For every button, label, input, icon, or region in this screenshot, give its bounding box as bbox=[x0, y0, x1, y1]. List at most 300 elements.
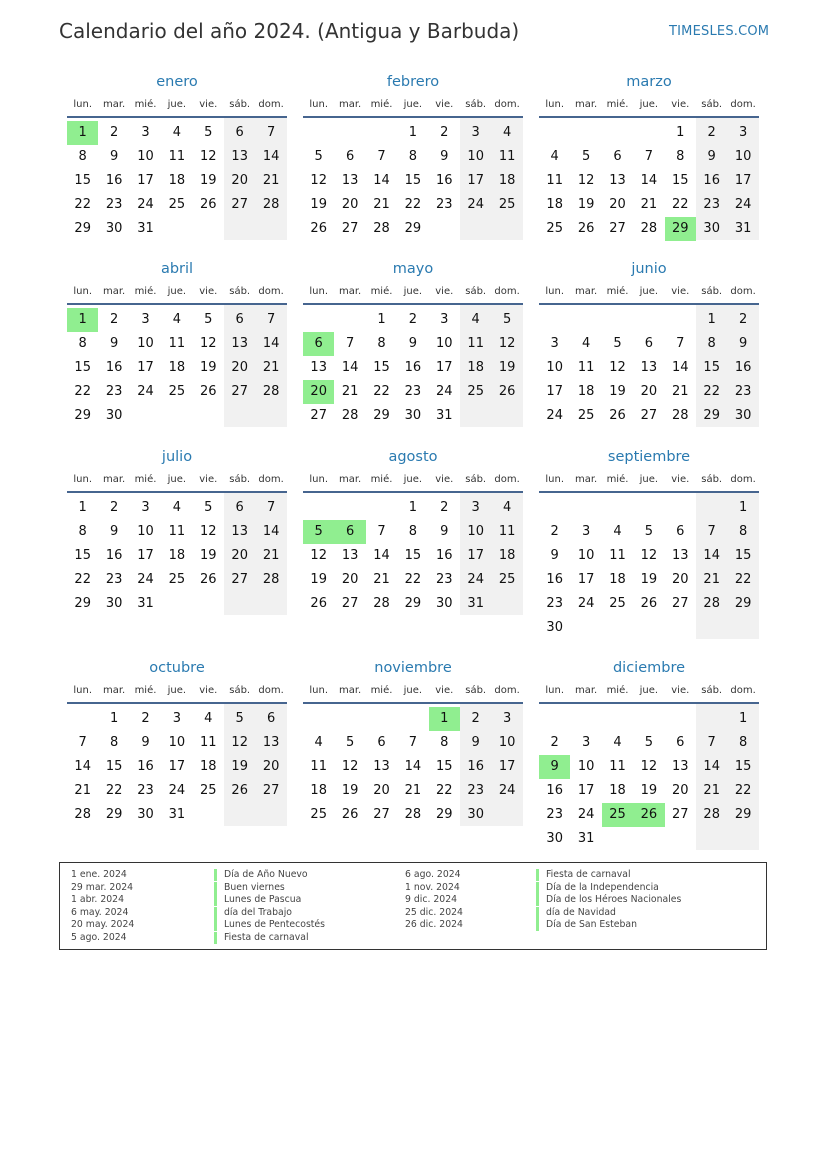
day-cell: 19 bbox=[640, 783, 658, 798]
day-cell: 2 bbox=[471, 711, 480, 726]
weekday-header: sáb. bbox=[701, 685, 723, 696]
day-cell: 19 bbox=[200, 360, 217, 375]
day-cell: 24 bbox=[137, 384, 154, 399]
day-cell: 25 bbox=[498, 197, 516, 212]
weekday-header: vie. bbox=[435, 474, 454, 485]
day-cell: 22 bbox=[74, 384, 91, 399]
weekday-header: jue. bbox=[167, 474, 187, 485]
legend-holiday-name: Día de San Esteban bbox=[536, 919, 637, 931]
day-cell: 21 bbox=[262, 360, 280, 375]
day-cell: 2 bbox=[109, 125, 119, 140]
weekday-header: lun. bbox=[545, 474, 565, 485]
weekday-header: mar. bbox=[102, 474, 126, 485]
day-cell: 5 bbox=[644, 524, 654, 539]
day-cell: 29 bbox=[74, 221, 91, 236]
day-cell: 9 bbox=[471, 735, 480, 750]
day-cell: 7 bbox=[377, 524, 386, 539]
weekday-header: vie. bbox=[199, 99, 218, 110]
day-cell: 9 bbox=[408, 336, 418, 351]
day-cell: 10 bbox=[577, 548, 595, 563]
day-cell: 30 bbox=[734, 408, 752, 423]
weekday-header: mar. bbox=[338, 685, 362, 696]
day-cell: 12 bbox=[609, 360, 626, 375]
day-cell: 8 bbox=[78, 149, 87, 164]
day-cell: 24 bbox=[467, 197, 484, 212]
day-cell: 25 bbox=[168, 384, 186, 399]
day-cell: 13 bbox=[341, 173, 359, 188]
holiday-day: 6 bbox=[303, 332, 334, 356]
weekday-header: vie. bbox=[199, 474, 218, 485]
day-cell: 9 bbox=[440, 524, 449, 539]
weekday-header: sáb. bbox=[465, 286, 487, 297]
day-cell: 28 bbox=[703, 596, 720, 611]
holiday-legend bbox=[59, 862, 767, 950]
day-cell: 27 bbox=[231, 572, 248, 587]
day-cell: 20 bbox=[609, 197, 626, 212]
day-cell: 14 bbox=[373, 173, 390, 188]
weekday-header: lun. bbox=[309, 685, 329, 696]
weekday-header: jue. bbox=[167, 99, 187, 110]
day-cell: 8 bbox=[78, 524, 87, 539]
weekday-header: sáb. bbox=[701, 286, 723, 297]
day-cell: 25 bbox=[200, 783, 217, 798]
holiday-day: 29 bbox=[665, 217, 696, 241]
day-cell: 17 bbox=[467, 548, 484, 563]
day-cell: 3 bbox=[471, 500, 480, 515]
day-cell: 15 bbox=[436, 759, 453, 774]
day-cell: 17 bbox=[498, 759, 516, 774]
day-cell: 5 bbox=[345, 735, 355, 750]
day-cell: 3 bbox=[581, 735, 591, 750]
day-cell: 19 bbox=[231, 759, 248, 774]
day-cell: 20 bbox=[672, 783, 689, 798]
day-cell: 19 bbox=[200, 548, 217, 563]
day-cell: 11 bbox=[168, 336, 186, 351]
day-cell: 4 bbox=[581, 336, 591, 351]
holiday-day: 1 bbox=[429, 707, 460, 731]
day-cell: 7 bbox=[707, 735, 716, 750]
day-cell: 27 bbox=[231, 384, 248, 399]
day-cell: 7 bbox=[644, 149, 654, 164]
day-cell: 2 bbox=[707, 125, 716, 140]
day-cell: 3 bbox=[550, 336, 559, 351]
day-cell: 18 bbox=[168, 360, 186, 375]
day-cell: 22 bbox=[734, 783, 752, 798]
day-cell: 6 bbox=[377, 735, 386, 750]
day-cell: 30 bbox=[137, 807, 154, 822]
legend-date: 29 mar. 2024 bbox=[71, 881, 134, 893]
day-cell: 13 bbox=[262, 735, 280, 750]
day-cell: 2 bbox=[440, 125, 449, 140]
day-cell: 5 bbox=[235, 711, 244, 726]
day-cell: 16 bbox=[105, 173, 123, 188]
day-cell: 15 bbox=[373, 360, 390, 375]
month-name: septiembre bbox=[607, 449, 691, 465]
legend-date: 9 dic. 2024 bbox=[405, 894, 458, 905]
day-cell: 29 bbox=[74, 408, 91, 423]
month-name: febrero bbox=[386, 74, 440, 90]
weekday-header: jue. bbox=[639, 99, 659, 110]
day-cell: 27 bbox=[341, 221, 359, 236]
day-cell: 30 bbox=[404, 408, 422, 423]
day-cell: 14 bbox=[640, 173, 658, 188]
day-cell: 27 bbox=[341, 596, 359, 611]
day-cell: 31 bbox=[734, 221, 752, 236]
day-cell: 31 bbox=[137, 596, 154, 611]
day-cell: 12 bbox=[640, 759, 658, 774]
day-cell: 24 bbox=[577, 807, 595, 822]
day-cell: 29 bbox=[404, 221, 422, 236]
day-cell: 21 bbox=[404, 783, 422, 798]
day-cell: 3 bbox=[141, 500, 150, 515]
day-cell: 28 bbox=[262, 197, 280, 212]
day-cell: 24 bbox=[498, 783, 516, 798]
day-cell: 18 bbox=[609, 783, 626, 798]
day-cell: 26 bbox=[609, 408, 626, 423]
day-cell: 26 bbox=[310, 221, 327, 236]
month-name: enero bbox=[156, 74, 198, 90]
day-cell: 16 bbox=[546, 572, 563, 587]
day-cell: 28 bbox=[74, 807, 91, 822]
day-cell: 17 bbox=[546, 384, 563, 399]
weekday-header: lun. bbox=[545, 99, 565, 110]
day-cell: 10 bbox=[734, 149, 752, 164]
day-cell: 18 bbox=[498, 173, 516, 188]
day-cell: 30 bbox=[436, 596, 453, 611]
day-cell: 11 bbox=[498, 524, 516, 539]
weekday-header: mié. bbox=[370, 685, 393, 696]
day-cell: 28 bbox=[373, 221, 390, 236]
day-cell: 28 bbox=[262, 572, 280, 587]
day-cell: 2 bbox=[141, 711, 150, 726]
day-cell: 16 bbox=[137, 759, 154, 774]
weekday-header: vie. bbox=[671, 99, 690, 110]
day-cell: 26 bbox=[341, 807, 359, 822]
weekday-header: lun. bbox=[73, 286, 93, 297]
day-cell: 2 bbox=[440, 500, 449, 515]
day-cell: 5 bbox=[204, 312, 213, 327]
day-cell: 22 bbox=[734, 572, 752, 587]
weekday-header: vie. bbox=[671, 474, 690, 485]
weekday-header: jue. bbox=[403, 286, 423, 297]
day-cell: 12 bbox=[200, 336, 217, 351]
day-cell: 29 bbox=[734, 807, 752, 822]
day-cell: 10 bbox=[577, 759, 595, 774]
day-cell: 23 bbox=[105, 384, 123, 399]
day-cell: 11 bbox=[168, 524, 186, 539]
day-cell: 3 bbox=[440, 312, 449, 327]
legend-holiday-name: Buen viernes bbox=[214, 882, 285, 894]
day-cell: 19 bbox=[341, 783, 359, 798]
weekday-header: dom. bbox=[730, 286, 756, 297]
weekday-header: sáb. bbox=[465, 99, 487, 110]
day-cell: 10 bbox=[546, 360, 563, 375]
day-cell: 14 bbox=[703, 548, 720, 563]
month-name: mayo bbox=[392, 261, 434, 277]
legend-date: 25 dic. 2024 bbox=[405, 906, 463, 918]
day-cell: 8 bbox=[377, 336, 386, 351]
day-cell: 9 bbox=[738, 336, 748, 351]
legend-holiday-name: Día de Año Nuevo bbox=[214, 869, 308, 881]
day-cell: 26 bbox=[200, 197, 217, 212]
day-cell: 8 bbox=[440, 735, 449, 750]
day-cell: 2 bbox=[738, 312, 748, 327]
month-name: julio bbox=[161, 449, 193, 465]
day-cell: 12 bbox=[577, 173, 595, 188]
day-cell: 25 bbox=[467, 384, 484, 399]
day-cell: 18 bbox=[310, 783, 327, 798]
weekday-header: sáb. bbox=[229, 286, 251, 297]
day-cell: 13 bbox=[341, 548, 359, 563]
day-cell: 21 bbox=[74, 783, 91, 798]
day-cell: 17 bbox=[577, 783, 595, 798]
day-cell: 4 bbox=[613, 524, 622, 539]
day-cell: 11 bbox=[310, 759, 327, 774]
day-cell: 24 bbox=[577, 596, 595, 611]
day-cell: 10 bbox=[498, 735, 516, 750]
day-cell: 29 bbox=[703, 408, 720, 423]
weekday-header: vie. bbox=[435, 685, 454, 696]
day-cell: 30 bbox=[703, 221, 720, 236]
day-cell: 25 bbox=[168, 572, 186, 587]
day-cell: 19 bbox=[498, 360, 516, 375]
day-cell: 8 bbox=[707, 336, 716, 351]
legend-date: 20 may. 2024 bbox=[71, 919, 135, 930]
day-cell: 15 bbox=[703, 360, 720, 375]
day-cell: 21 bbox=[640, 197, 658, 212]
day-cell: 29 bbox=[373, 408, 390, 423]
day-cell: 16 bbox=[404, 360, 422, 375]
day-cell: 22 bbox=[373, 384, 390, 399]
day-cell: 11 bbox=[609, 548, 626, 563]
day-cell: 1 bbox=[738, 500, 748, 515]
day-cell: 17 bbox=[168, 759, 186, 774]
day-cell: 9 bbox=[440, 149, 449, 164]
day-cell: 19 bbox=[577, 197, 595, 212]
day-cell: 11 bbox=[546, 173, 563, 188]
day-cell: 21 bbox=[672, 384, 689, 399]
day-cell: 9 bbox=[707, 149, 716, 164]
day-cell: 16 bbox=[436, 173, 453, 188]
day-cell: 25 bbox=[498, 572, 516, 587]
day-cell: 9 bbox=[141, 735, 150, 750]
weekday-header: jue. bbox=[167, 286, 187, 297]
day-cell: 29 bbox=[74, 596, 91, 611]
day-cell: 16 bbox=[734, 360, 752, 375]
day-cell: 14 bbox=[672, 360, 689, 375]
day-cell: 13 bbox=[231, 149, 248, 164]
weekday-header: lun. bbox=[545, 685, 565, 696]
day-cell: 24 bbox=[137, 572, 154, 587]
day-cell: 20 bbox=[231, 360, 248, 375]
day-cell: 5 bbox=[204, 125, 213, 140]
day-cell: 12 bbox=[498, 336, 516, 351]
day-cell: 4 bbox=[172, 125, 182, 140]
weekday-header: mié. bbox=[134, 474, 157, 485]
day-cell: 30 bbox=[105, 408, 123, 423]
weekday-header: jue. bbox=[639, 685, 659, 696]
day-cell: 23 bbox=[546, 807, 563, 822]
weekday-header: jue. bbox=[403, 685, 423, 696]
day-cell: 28 bbox=[640, 221, 658, 236]
weekday-header: vie. bbox=[199, 286, 218, 297]
day-cell: 14 bbox=[341, 360, 359, 375]
day-cell: 26 bbox=[498, 384, 516, 399]
weekday-header: vie. bbox=[199, 685, 218, 696]
day-cell: 21 bbox=[703, 783, 720, 798]
day-cell: 13 bbox=[640, 360, 658, 375]
weekday-header: lun. bbox=[545, 286, 565, 297]
day-cell: 9 bbox=[109, 524, 119, 539]
day-cell: 3 bbox=[738, 125, 748, 140]
day-cell: 31 bbox=[137, 221, 154, 236]
day-cell: 15 bbox=[105, 759, 123, 774]
day-cell: 16 bbox=[105, 548, 123, 563]
day-cell: 2 bbox=[550, 524, 559, 539]
day-cell: 14 bbox=[262, 149, 280, 164]
legend-date: 1 abr. 2024 bbox=[71, 894, 125, 905]
day-cell: 23 bbox=[137, 783, 154, 798]
day-cell: 29 bbox=[436, 807, 453, 822]
weekday-header: dom. bbox=[730, 474, 756, 485]
weekday-header: jue. bbox=[167, 685, 187, 696]
month-name: abril bbox=[160, 261, 194, 277]
day-cell: 13 bbox=[310, 360, 327, 375]
weekday-header: mar. bbox=[574, 685, 598, 696]
weekday-header: sáb. bbox=[229, 474, 251, 485]
day-cell: 21 bbox=[703, 572, 720, 587]
weekday-header: mié. bbox=[606, 474, 629, 485]
day-cell: 27 bbox=[609, 221, 626, 236]
day-cell: 25 bbox=[577, 408, 595, 423]
day-cell: 27 bbox=[672, 807, 689, 822]
day-cell: 21 bbox=[373, 572, 390, 587]
month-name: agosto bbox=[388, 449, 438, 465]
weekday-header: jue. bbox=[403, 474, 423, 485]
day-cell: 7 bbox=[345, 336, 355, 351]
day-cell: 11 bbox=[200, 735, 217, 750]
legend-holiday-name: Fiesta de carnaval bbox=[214, 932, 309, 944]
day-cell: 21 bbox=[341, 384, 359, 399]
day-cell: 2 bbox=[109, 312, 119, 327]
day-cell: 1 bbox=[676, 125, 685, 140]
day-cell: 3 bbox=[141, 125, 150, 140]
day-cell: 4 bbox=[172, 500, 182, 515]
day-cell: 28 bbox=[373, 596, 390, 611]
day-cell: 20 bbox=[231, 548, 248, 563]
weekday-header: dom. bbox=[258, 474, 284, 485]
day-cell: 23 bbox=[703, 197, 720, 212]
day-cell: 4 bbox=[550, 149, 559, 164]
weekday-header: jue. bbox=[639, 286, 659, 297]
day-cell: 18 bbox=[168, 173, 186, 188]
weekday-header: dom. bbox=[494, 474, 520, 485]
day-cell: 22 bbox=[74, 197, 91, 212]
weekday-header: dom. bbox=[494, 685, 520, 696]
day-cell: 8 bbox=[408, 524, 418, 539]
day-cell: 6 bbox=[266, 711, 276, 726]
weekday-header: mié. bbox=[606, 685, 629, 696]
day-cell: 25 bbox=[609, 596, 626, 611]
day-cell: 11 bbox=[577, 360, 595, 375]
page-title: Calendario del año 2024. (Antigua y Barbuda) bbox=[59, 19, 520, 43]
day-cell: 31 bbox=[467, 596, 484, 611]
day-cell: 15 bbox=[404, 173, 422, 188]
day-cell: 10 bbox=[168, 735, 186, 750]
weekday-header: lun. bbox=[309, 99, 329, 110]
weekday-header: sáb. bbox=[465, 685, 487, 696]
day-cell: 11 bbox=[609, 759, 626, 774]
day-cell: 7 bbox=[408, 735, 418, 750]
weekday-header: vie. bbox=[671, 286, 690, 297]
weekday-header: mar. bbox=[338, 286, 362, 297]
weekday-header: mié. bbox=[134, 286, 157, 297]
weekday-header: mié. bbox=[134, 99, 157, 110]
day-cell: 3 bbox=[172, 711, 182, 726]
day-cell: 6 bbox=[235, 312, 244, 327]
weekday-header: mar. bbox=[574, 474, 598, 485]
day-cell: 23 bbox=[404, 384, 422, 399]
day-cell: 4 bbox=[502, 500, 512, 515]
legend-date: 1 ene. 2024 bbox=[71, 869, 127, 880]
weekday-header: lun. bbox=[73, 474, 93, 485]
day-cell: 7 bbox=[377, 149, 386, 164]
day-cell: 6 bbox=[345, 149, 355, 164]
day-cell: 27 bbox=[310, 408, 327, 423]
weekday-header: lun. bbox=[73, 99, 93, 110]
day-cell: 20 bbox=[231, 173, 248, 188]
legend-holiday-name: Fiesta de carnaval bbox=[536, 869, 631, 881]
day-cell: 8 bbox=[408, 149, 418, 164]
day-cell: 26 bbox=[577, 221, 595, 236]
day-cell: 23 bbox=[734, 384, 752, 399]
weekday-header: dom. bbox=[494, 286, 520, 297]
weekday-header: sáb. bbox=[701, 99, 723, 110]
day-cell: 3 bbox=[502, 711, 512, 726]
day-cell: 15 bbox=[74, 360, 91, 375]
day-cell: 30 bbox=[105, 221, 123, 236]
holiday-day: 1 bbox=[67, 121, 98, 145]
weekday-header: sáb. bbox=[465, 474, 487, 485]
weekday-header: lun. bbox=[73, 685, 93, 696]
day-cell: 9 bbox=[109, 336, 119, 351]
day-cell: 5 bbox=[502, 312, 512, 327]
weekday-header: lun. bbox=[309, 474, 329, 485]
day-cell: 1 bbox=[738, 711, 748, 726]
day-cell: 1 bbox=[408, 125, 418, 140]
day-cell: 23 bbox=[436, 197, 453, 212]
day-cell: 29 bbox=[105, 807, 123, 822]
day-cell: 31 bbox=[577, 831, 595, 846]
day-cell: 20 bbox=[640, 384, 658, 399]
month-name: diciembre bbox=[612, 660, 686, 676]
day-cell: 16 bbox=[467, 759, 484, 774]
month-name: junio bbox=[631, 261, 667, 277]
day-cell: 22 bbox=[672, 197, 689, 212]
day-cell: 22 bbox=[436, 783, 453, 798]
day-cell: 13 bbox=[373, 759, 390, 774]
day-cell: 19 bbox=[640, 572, 658, 587]
day-cell: 3 bbox=[471, 125, 480, 140]
legend-date: 1 nov. 2024 bbox=[405, 881, 460, 893]
legend-holiday-name: Lunes de Pascua bbox=[214, 894, 301, 906]
day-cell: 18 bbox=[609, 572, 626, 587]
day-cell: 22 bbox=[404, 572, 422, 587]
weekday-header: mié. bbox=[370, 474, 393, 485]
day-cell: 10 bbox=[467, 149, 484, 164]
day-cell: 10 bbox=[436, 336, 453, 351]
weekday-header: lun. bbox=[309, 286, 329, 297]
